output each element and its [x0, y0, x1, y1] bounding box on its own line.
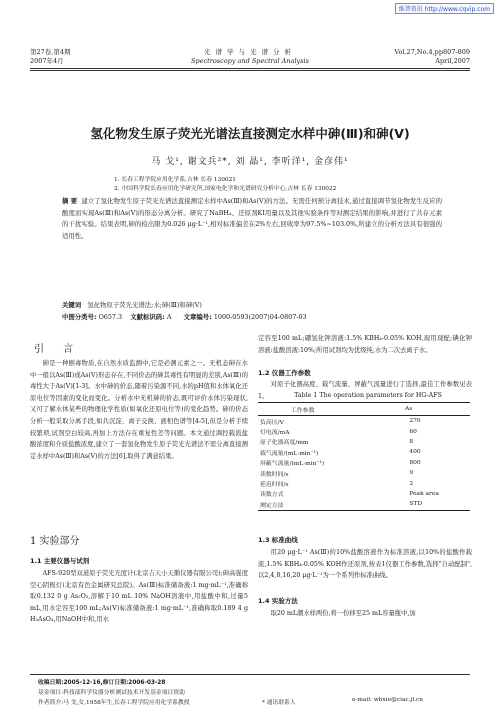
- doc-code-value: A: [166, 313, 172, 321]
- section-1-3-text: 用20 μg·L⁻¹ As(Ⅲ)的10%盐酸溶液作为标准溶液,以10%的盐酸作载流,1.5% KBH₄-0.05% KOH作还原剂,按表1仪器工作参数,选择"自动配制",以2,4,8,16,20 μg·L⁻¹为一个系列作标准曲线。: [258, 549, 472, 580]
- journal-volume-issue: 第27卷,第4期: [30, 48, 71, 56]
- article-number-label: 文章编号:: [183, 313, 212, 321]
- fund-note: 基金项目:科技部科学仪器分析测试技术开发基金项目资助: [38, 690, 185, 696]
- table-row: [258, 458, 470, 468]
- doc-code-label: 文献标识码:: [130, 313, 165, 321]
- table-row: [258, 416, 470, 427]
- parameter-value-cell: 800: [409, 459, 421, 466]
- table-row: [258, 426, 470, 436]
- section-1-1-heading: 1.1 主要仪器与试剂: [30, 557, 90, 565]
- affiliation-2: 2. 中国科学院长春应用化学研究所,国家电化学和光谱研究分析中心,吉林 长春 130022: [114, 186, 337, 192]
- table-header-row: [258, 403, 470, 416]
- intro-text: 砷是一种剧毒物质,在自然水质监测中,它是必测元素之一。无机态砷在水中一般以As(Ⅲ)或As(Ⅴ)形态存在,不同价态的砷其毒性有明显的差别,As(Ⅲ)的毒性大于As(Ⅴ)[1-3]。水中砷的价态,随着污染源不同,水的pH值和水体氧化还原电位等因素的变化而变化。分析水中无机砷的价态,既可评价水体污染现状,又可了解水体某些的物理化学性质(如氧化还原电位等)的变化趋势。砷的价态分析一般采取分离手段,如共沉淀、离子交换、液相色谱等[4-5],但是分析手续较繁琐,试剂空白较高,再加上方法存在重复性差等问题。本文通过调控载流盐酸浓度和介质盐酸浓度,建立了一套氢化物发生原子荧光光谱法不需分离直接测定水样中As(Ⅲ)和As(Ⅴ)的方法[6],取得了满意结果。: [30, 360, 248, 460]
- table-header-cell: 工作参数: [258, 403, 347, 416]
- parameter-value-cell: 8: [409, 438, 414, 445]
- parameter-name-cell: 灯电流/mA: [260, 430, 290, 437]
- table-row: [258, 499, 470, 510]
- received-date: 收稿日期:2005-12-16,修订日期:2006-03-28: [38, 680, 166, 686]
- affiliation-1: 1. 长春工程学院应用化学系,吉林 长春 130021: [114, 177, 236, 183]
- paper-title: 氢化物发生原子荧光光谱法直接测定水样中砷(Ⅲ)和砷(Ⅴ): [90, 126, 410, 141]
- intro-heading: 引 言: [34, 344, 82, 355]
- journal-name-cn: 光谱学与光谱分析: [204, 48, 296, 56]
- table-row: [258, 468, 470, 478]
- table-row: [258, 437, 470, 447]
- parameter-value-cell: STD: [347, 499, 470, 510]
- keywords: [62, 300, 202, 309]
- table-row: [258, 478, 470, 488]
- journal-month: April,2007: [435, 57, 470, 65]
- parameter-name-cell: 测定方法: [258, 499, 347, 510]
- header-rule-thin: [30, 70, 470, 71]
- parameter-name-cell: 延迟时间/s: [260, 482, 289, 489]
- right-continuation-text: 定容至100 mL;硼氢化钾溶液:1.5% KBH₄-0.05% KOH,现用现配;碘化钾溶液:盐酸溶液:10%;所用试剂均为优级纯,水为二次去离子水。: [258, 335, 472, 354]
- table-caption: Table 1 The operation parameters for HG-AFS: [294, 392, 442, 399]
- parameter-name-cell: 读数方式: [260, 492, 284, 499]
- parameter-value-cell: Peak area: [409, 490, 439, 497]
- parameter-value-cell: 9: [409, 470, 414, 477]
- keywords-text: 氢化物原子荧光光谱法;水;砷(Ⅲ)和砷(Ⅴ): [87, 301, 202, 309]
- section-1-4-text: 取20 mL潮水样两份,将一份移至25 mL容量瓶中,加: [270, 610, 416, 617]
- classification-line: [62, 312, 307, 321]
- parameter-name-cell: 载气流量/(mL·min⁻¹): [260, 450, 319, 457]
- parameter-name-cell: 屏蔽气流量/(mL·min⁻¹): [260, 461, 325, 468]
- table-row: [258, 447, 470, 457]
- section-1-2-heading: 1.2 仪器工作参数: [258, 369, 311, 377]
- table-row: [258, 489, 470, 499]
- section-1-2-text: 对原子化器高度、载气流量、屏蔽气流量进行了选择,最佳工作参数见表1。: [258, 381, 472, 400]
- journal-pages: Vol.27,No.4,pp807-809: [394, 48, 470, 56]
- parameter-name-cell: 负高压/V: [260, 419, 284, 426]
- experimental-heading: 1 实验部分: [30, 536, 80, 547]
- abstract: [62, 196, 442, 242]
- clc-value: O657.3: [98, 313, 123, 321]
- header-rule: [30, 68, 470, 69]
- footnote-rule: [30, 674, 470, 675]
- clc-label: 中图分类号:: [62, 313, 97, 321]
- abstract-text: 建立了氢化物发生原子荧光光谱法直接测定水样中As(Ⅲ)和As(Ⅴ)的方法。无需任何预分离技术,通过直接调节氢化物发生反应的酸度而实现As(Ⅲ)和As(Ⅴ)的形态分离分析。研究了NaBH₄、还原剂KI用量以及其他实验条件等对测定结果的影响,并进行了共存元素的干扰实验。结果表明,砷的检出限为0.026 μg·L⁻¹,相对标准偏差在2%左右,回收率为97.5%~103.0%,所建立的分析方法具有很强的适用性。: [62, 197, 442, 240]
- author-bio: 作者简介:马 戈,女,1958年生,长春工程学院应用化学系教授: [38, 700, 190, 706]
- author-list: 马 戈¹, 谢文兵²*, 刘 晶¹, 李听洋¹, 金彦伟¹: [151, 157, 349, 167]
- parameter-value-cell: 2: [409, 480, 414, 487]
- parameter-table: [258, 402, 470, 511]
- parameter-value-cell: 400: [409, 449, 421, 456]
- watermark-stamp: 维普资讯 http://www.cqvip.com: [395, 3, 494, 14]
- keywords-label: 关键词: [62, 301, 82, 309]
- abstract-label: 摘 要: [62, 197, 78, 205]
- corresponding-author: * 通讯联系人: [262, 700, 296, 706]
- email: e-mail: wbxie@ciac.jl.cn: [352, 697, 423, 703]
- section-1-3-heading: 1.3 标准曲线: [258, 536, 298, 544]
- parameter-value-cell: 60: [409, 428, 417, 435]
- journal-name-en: Spectroscopy and Spectral Analysis: [191, 57, 309, 65]
- parameter-value-cell: 270: [409, 418, 421, 425]
- parameter-name-cell: 读数时间/s: [260, 471, 289, 478]
- table-header-cell: As: [347, 403, 470, 416]
- journal-date: 2007年4月: [30, 57, 64, 65]
- section-1-1-text: AFS-920型双道原子荧光光度计(北京吉天小天鹅仪器有限公司);砷高强度空心阴极灯(北京有色金属研究总院)。As(Ⅲ)标准储备液:1 mg·mL⁻¹,准确称取0.132 0 g As₂O₃,溶解于10 mL 10% NaOH溶液中,用盐酸中和,过量5 mL,用水定容至100 mL;As(Ⅴ)标准储备液:1 mg·mL⁻¹,准确称取0.189 4 g H₃AsO₄,用NaOH中和,用水: [30, 570, 248, 624]
- article-number-value: 1000-0593(2007)04-0807-03: [213, 313, 307, 321]
- parameter-name-cell: 原子化器高度/mm: [260, 440, 309, 447]
- section-1-4-heading: 1.4 实验方法: [258, 597, 298, 605]
